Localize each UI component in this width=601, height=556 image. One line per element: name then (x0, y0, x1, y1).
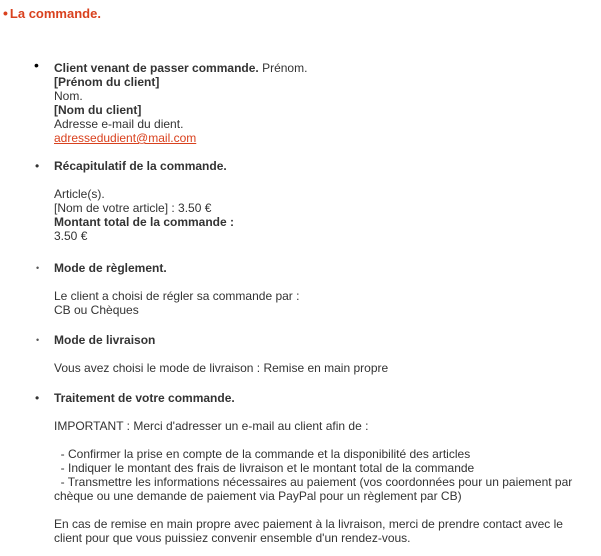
processing-heading: Traitement de votre commande. (54, 391, 235, 405)
page-title (3, 5, 101, 22)
processing-note: En cas de remise en main propre avec paiement à la livraison, merci de prendre contact avec le client pour que vous puissiez convenir ensemble d'un rendez-vous. (54, 517, 563, 545)
lastname-label: Nom. (54, 89, 83, 103)
client-heading: Client venant de passer commande. (54, 61, 259, 75)
title-bullet-icon: • (3, 5, 8, 21)
total-value: 3.50 € (54, 229, 88, 243)
payment-text: Le client a choisi de régler sa commande par : (54, 289, 300, 303)
email-label: Adresse e-mail du dient. (54, 117, 184, 131)
articles-label: Article(s). (54, 187, 105, 201)
firstname-value: [Prénom du client] (54, 75, 160, 89)
step-item: - Indiquer le montant des frais de livraison et le montant total de la commande (54, 461, 475, 475)
total-label: Montant total de la commande : (54, 215, 235, 229)
lastname-value: [Nom du client] (54, 103, 142, 117)
bullet-icon: • (35, 391, 40, 405)
bullet-icon: • (36, 263, 40, 273)
bullet-icon: • (34, 57, 39, 73)
payment-heading: Mode de règlement. (54, 261, 167, 275)
important-text: IMPORTANT : Merci d'adresser un e-mail au client afin de : (54, 419, 369, 433)
article-line: [Nom de votre article] : 3.50 € (54, 201, 212, 215)
delivery-heading: Mode de livraison (54, 333, 156, 347)
recap-heading: Récapitulatif de la commande. (54, 159, 227, 173)
bullet-icon: • (36, 335, 40, 345)
firstname-label: Prénom. (262, 61, 308, 75)
page-title-text: La commande. (9, 6, 101, 21)
step-item: - Transmettre les informations nécessaires au paiement (vos coordonnées pour un paiement par chèque ou une demande de paiement via PayPal pour un règlement par CB) (54, 475, 576, 503)
step-item: - Confirmer la prise en compte de la commande et la disponibilité des articles (54, 447, 471, 461)
client-email-link[interactable]: adressedudient@mail.com (54, 131, 197, 145)
bullet-icon: • (35, 159, 40, 173)
payment-methods: CB ou Chèques (54, 303, 139, 317)
delivery-text: Vous avez choisi le mode de livraison : Remise en main propre (54, 361, 389, 375)
